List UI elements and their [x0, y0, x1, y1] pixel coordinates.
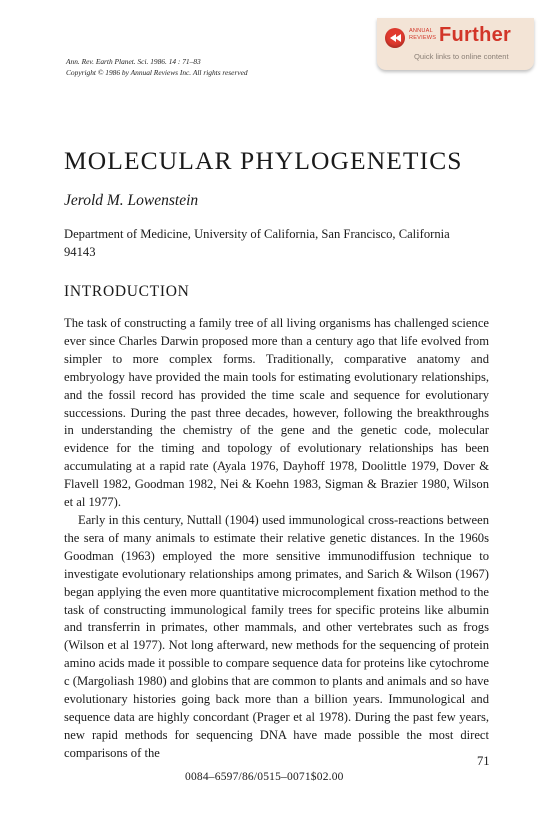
body-paragraph-1: The task of constructing a family tree of all living organisms has challenged science ever since Charles Darwin proposed more than a century ago that life evolved from simpler to more complex forms. Traditionally, comparative anatomy and embryology have provided the main tools for estimating evolutionary relationships, and the fossil record has provided the time scale and sequence for evolutionary successions. During the past three decades, however, following the breakthroughs in understanding the chemistry of the gene and the genetic code, molecular evidence for the timing and topology of evolutionary relationships has been accumulating at a rapid rate (Ayala 1976, Dayhoff 1978, Doolittle 1979, Dover & Flavell 1982, Goodman 1982, Nei & Koehn 1983, Sigman & Brazier 1980, Wilson et al 1977). — [64, 316, 489, 510]
article-title: MOLECULAR PHYLOGENETICS — [64, 146, 463, 175]
price-code-line: 0084–6597/86/0515–0071$02.00 — [185, 771, 344, 783]
article-author: Jerold M. Lowenstein — [64, 192, 199, 209]
author-affiliation: Department of Medicine, University of California, San Francisco, California 94143 — [64, 227, 450, 259]
annual-reviews-logo — [409, 28, 439, 42]
journal-citation-block — [66, 56, 248, 78]
article-body — [64, 315, 489, 763]
play-back-icon[interactable] — [385, 28, 405, 48]
body-paragraph-2: Early in this century, Nuttall (1904) used immunological cross-reactions between the sera of many animals to estimate their relative genetic distances. In the 1960s Goodman (1963) employed the more sensitive immunodiffusion technique to investigate evolutionary relationships among primates, and Sarich & Wilson (1967) began applying the even more quantitative microcomplement fixation method to the task of constructing immunological family trees for specific proteins like albumin and transferrin in primates, other mammals, and other vertebrates such as frogs (Wilson et al 1977). Not long afterward, new methods for the sequencing of protein amino acids made it possible to compare sequence data for proteins like cytochrome c (Margoliash 1980) and globins that are common to plants and animals and so have evolutionary histories going back more than a billion years. Immunological and sequence data are highly concordant (Prager et al 1978). During the past few years, new rapid methods for sequencing DNA have made possible the most direct comparisons of the — [64, 512, 489, 760]
copyright-notice: Copyright © 1986 by Annual Reviews Inc. All rights reserved — [66, 68, 248, 77]
further-wordmark: Further — [439, 24, 512, 46]
section-heading: INTRODUCTION — [64, 283, 190, 300]
logo-reviews: REVIEWS — [409, 35, 437, 41]
annual-reviews-further-banner[interactable] — [377, 18, 534, 70]
further-subtitle[interactable]: Quick links to online content — [414, 52, 509, 61]
logo-annual: ANNUAL — [409, 28, 433, 34]
journal-citation: Ann. Rev. Earth Planet. Sci. 1986. 14 : 71–83 — [66, 57, 201, 66]
page-number: 71 — [477, 754, 490, 768]
